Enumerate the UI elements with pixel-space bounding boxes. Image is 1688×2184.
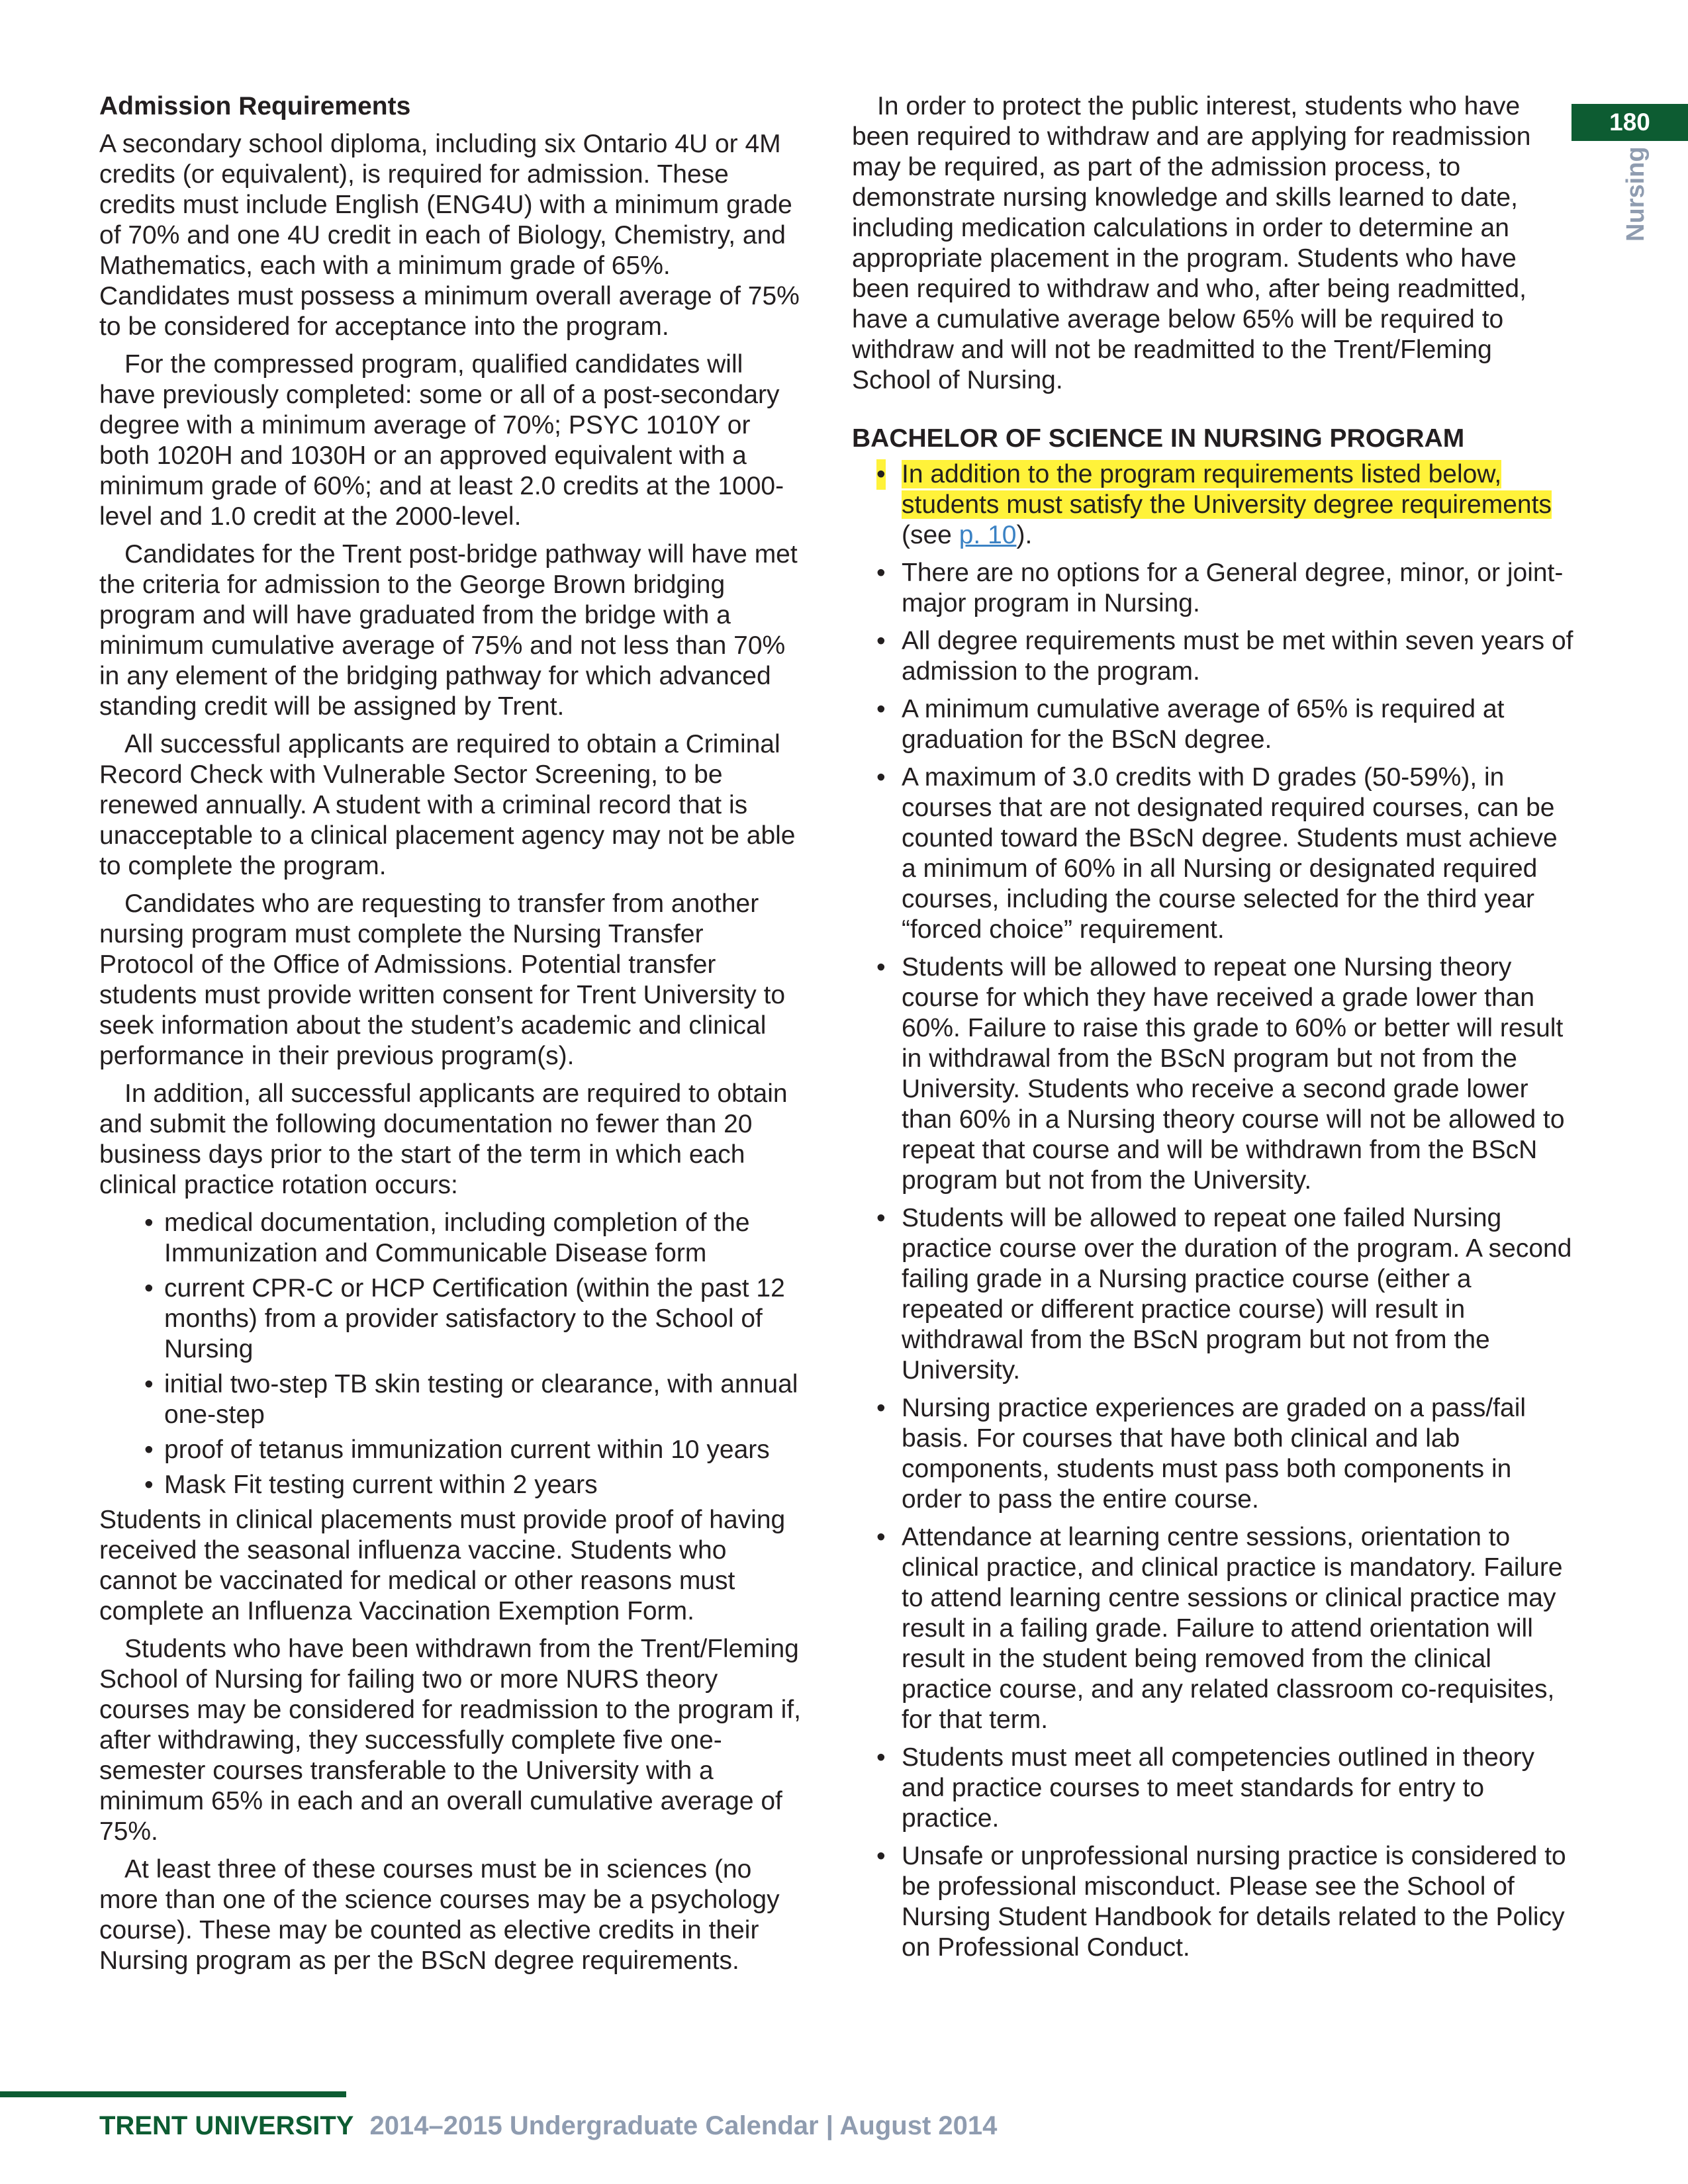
page-link[interactable]: p. 10 [959,521,1017,549]
list-item: • Students will be allowed to repeat one failed Nursing practice course over the duration of the program. A second failing grade in a Nursing practice course (either a repeated or different practice course) will result in withdrawal from the BScN program but not from the University. [876,1204,1572,1385]
admission-paragraph-9: At least three of these courses must be in sciences (no more than one of the science courses may be a psychology course). These may be counted as elective credits in their Nursing program as per the BScN degree requirements. [99,1855,780,1975]
list-item: • proof of tetanus immunization current within 10 years [144,1435,770,1464]
list-item: • initial two-step TB skin testing or clearance, with annual one-step [144,1370,798,1429]
page-number-tab: 180 [1571,104,1688,141]
list-item: • current CPR-C or HCP Certification (within the past 12 months) from a provider satisfactory to the School of Nursing [144,1274,785,1363]
list-item: • Nursing practice experiences are graded on a pass/fail basis. For courses that have both clinical and lab components, students must pass both components in order to pass the entire course. [876,1394,1526,1514]
documentation-list [144,1208,802,1500]
admission-paragraph-8: Students who have been withdrawn from the Trent/Fleming School of Nursing for failing two or more NURS theory courses may be considered for readmission to the program if, after withdrawing, they successfully complete five one-semester courses transferable to the University with a minimum 65% in each and an overall cumulative average of 75%. [99,1635,801,1846]
admission-paragraph-4: All successful applicants are required to obtain a Criminal Record Check with Vulnerable Sector Screening, to be renewed annually. A student with a criminal record that is unacceptable to a clinical placement agency may not be able to complete the program. [99,730,796,880]
list-item: • medical documentation, including completion of the Immunization and Communicable Disease form [144,1208,750,1267]
left-column [99,91,802,1983]
admission-paragraph-6: In addition, all successful applicants are required to obtain and submit the following documentation no fewer than 20 business days prior to the start of the term in which each clinical practice rotation occurs: [99,1079,788,1199]
admission-paragraph-2: For the compressed program, qualified candidates will have previously completed: some or all of a post-secondary degree with a minimum average of 70%; PSYC 1010Y or both 1020H and 1030H or an approved equivalent with a minimum grade of 60%; and at least 2.0 credits at the 1000-level and 1.0 credit at the 2000-level. [99,350,784,531]
footer [99,2111,997,2141]
list-item: • Unsafe or unprofessional nursing practice is considered to be professional misconduct. Please see the School of Nursing Student Handbook for details related to the Policy on Professional Conduct. [876,1842,1566,1962]
admission-paragraph-7: Students in clinical placements must provide proof of having received the seasonal influenza vaccine. Students who cannot be vaccinated for medical or other reasons must complete an Influenza Vaccination Exemption Form. [99,1506,786,1625]
right-column [852,91,1573,1970]
admission-paragraph-3: Candidates for the Trent post-bridge pathway will have met the criteria for admission to the George Brown bridging program and will have graduated from the bridge with a minimum cumulative average of 75% and not less than 70% in any element of the bridging pathway for which advanced standing credit will be assigned by Trent. [99,540,798,721]
footer-calendar: 2014–2015 Undergraduate Calendar | August 2014 [369,2111,998,2140]
list-item: • Mask Fit testing current within 2 years [144,1471,598,1499]
list-item: • A maximum of 3.0 credits with D grades (50-59%), in courses that are not designated required courses, can be counted toward the BScN degree. Students must achieve a minimum of 60% in all Nursing or designated required courses, including the course selected for the third year “forced choice” requirement. [876,763,1558,944]
list-item: • Attendance at learning centre sessions, orientation to clinical practice, and clinical practice is mandatory. Failure to attend learning centre sessions or clinical practice may result in a failing grade. Failure to attend orientation will result in the student being removed from the clinical practice course, and any related classroom co-requisites, for that term. [876,1523,1563,1734]
admission-paragraph-10: In order to protect the public interest, students who have been required to withdraw and are applying for readmission may be required, as part of the admission process, to demonstrate nursing knowledge and skills learned to date, including medication calculations in order to determine an appropriate placement in the program. Students who have been required to withdraw and who, after being readmitted, have a cumulative average below 65% will be required to withdraw and will not be readmitted to the Trent/Fleming School of Nursing. [852,92,1531,394]
list-item: • Students must meet all competencies outlined in theory and practice courses to meet standards for entry to practice. [876,1743,1535,1833]
list-item: • All degree requirements must be met within seven years of admission to the program. [876,627,1573,686]
program-heading: BACHELOR OF SCIENCE IN NURSING PROGRAM [852,424,1465,453]
program-requirements-list [876,459,1573,1963]
list-item: • There are no options for a General degree, minor, or joint-major program in Nursing. [876,559,1564,617]
list-item-highlighted: • In addition to the program requirements listed below, students must satisfy the University degree requirements (see p. 10). [876,460,1552,549]
section-side-label: Nursing [1622,146,1650,242]
admission-heading: Admission Requirements [99,92,411,120]
footer-university: TRENT UNIVERSITY [99,2111,354,2140]
admission-paragraph-1: A secondary school diploma, including six Ontario 4U or 4M credits (or equivalent), is required for admission. These credits must include English (ENG4U) with a minimum grade of 70% and one 4U credit in each of Biology, Chemistry, and Mathematics, each with a minimum grade of 65%. Candidates must possess a minimum overall average of 75% to be considered for acceptance into the program. [99,130,800,341]
list-item: • Students will be allowed to repeat one Nursing theory course for which they have received a grade lower than 60%. Failure to raise this grade to 60% or better will result in withdrawal from the BScN program but not from the University. Students who receive a second grade lower than 60% in a Nursing theory course will not be allowed to repeat that course and will be withdrawn from the BScN program but not from the University. [876,953,1565,1195]
footer-rule [0,2091,346,2097]
admission-paragraph-5: Candidates who are requesting to transfer from another nursing program must complete the Nursing Transfer Protocol of the Office of Admissions. Potential transfer students must provide written consent for Trent University to seek information about the student’s academic and clinical performance in their previous program(s). [99,889,786,1070]
list-item: • A minimum cumulative average of 65% is required at graduation for the BScN degree. [876,695,1505,754]
